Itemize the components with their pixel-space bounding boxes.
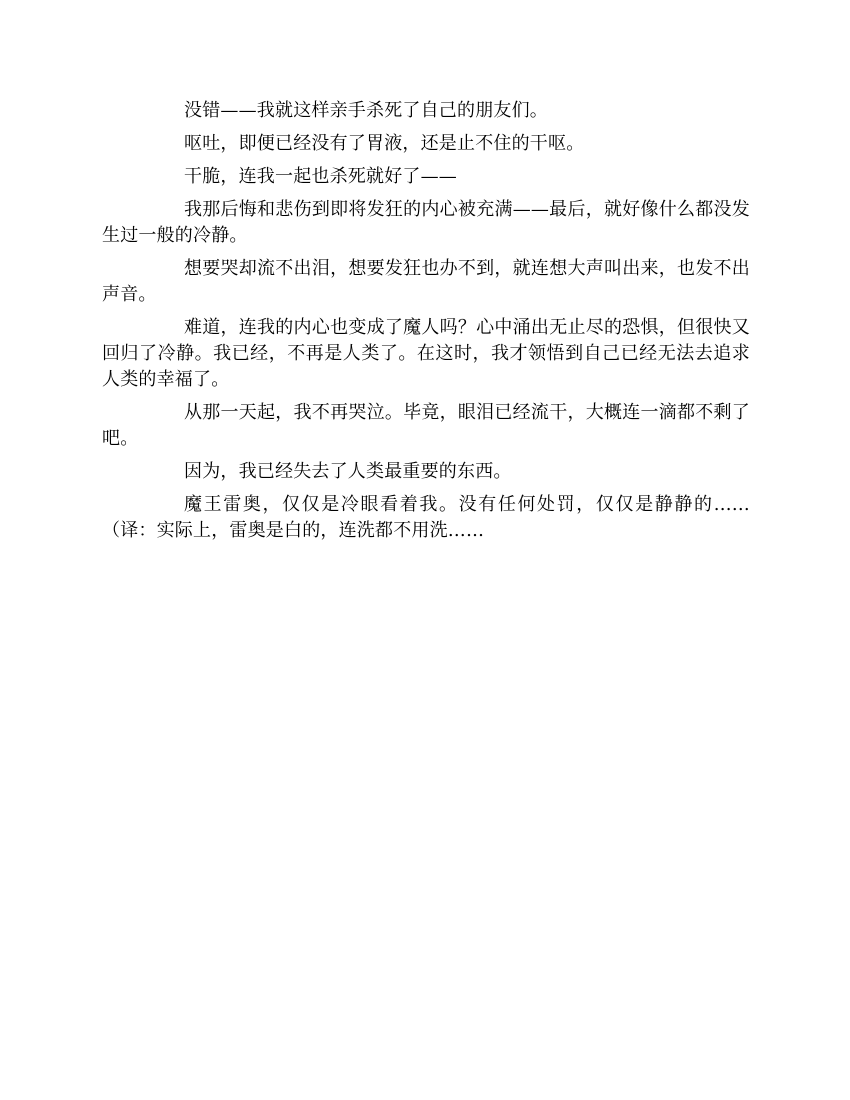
paragraph: 难道，连我的内心也变成了魔人吗？心中涌出无止尽的恐惧，但很快又回归了冷静。我已经，不再是人类了。在这时，我才领悟到自己已经无法去追求人类的幸福了。 [102,317,750,390]
paragraph: 没错——我就这样亲手杀死了自己的朋友们。 [184,100,548,121]
paragraph: 魔王雷奥，仅仅是冷眼看着我。没有任何处罚，仅仅是静静的……（译：实际上，雷奥是白的，连洗都不用洗…… [102,494,750,541]
document-body [102,98,750,551]
paragraph: 我那后悔和悲伤到即将发狂的内心被充满——最后，就好像什么都没发生过一般的冷静。 [102,199,750,246]
paragraph: 想要哭却流不出泪，想要发狂也办不到，就连想大声叫出来，也发不出声音。 [102,258,750,305]
paragraph: 干脆，连我一起也杀死就好了—— [184,166,457,187]
paragraph: 从那一天起，我不再哭泣。毕竟，眼泪已经流干，大概连一滴都不剩了吧。 [102,402,750,449]
paragraph: 因为，我已经失去了人类最重要的东西。 [184,461,512,482]
paragraph: 呕吐，即便已经没有了胃液，还是止不住的干呕。 [184,133,585,154]
